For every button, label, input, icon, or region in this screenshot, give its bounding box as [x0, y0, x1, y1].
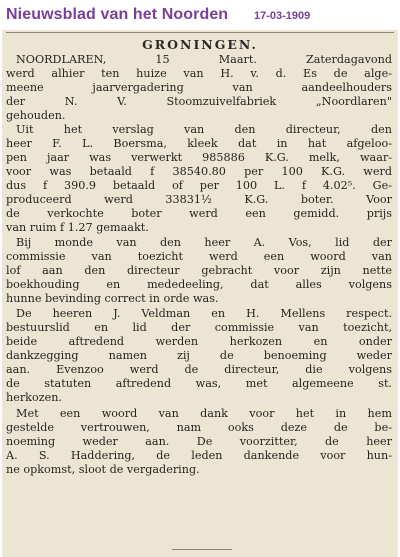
article-line: gestelde vertrouwen, nam ooks deze de be- — [6, 421, 392, 434]
article-line: De heeren J. Veldman en H. Mellens respect. — [16, 307, 392, 320]
newspaper-clipping — [2, 30, 398, 557]
article-line: heer F. L. Boersma, kleek dat in hat afgeloo- — [6, 137, 392, 150]
article-line: herkozen. — [6, 391, 62, 404]
article-line: der N. V. Stoomzuivelfabriek „Noordlaren" — [6, 95, 392, 108]
article-line: boekhouding en mededeeling, dat alles volgens — [6, 278, 392, 291]
article-line: pen jaar was verwerkt 985886 K.G. melk, waar- — [6, 151, 392, 164]
publication-date: 17-03-1909 — [254, 10, 311, 22]
article-line: de verkochte boter werd een gemidd. prijs — [6, 207, 392, 220]
masthead — [0, 0, 400, 30]
article-line: de statuten aftredend was, met algemeene st. — [6, 377, 392, 390]
article-line: hunne bevinding correct in orde was. — [6, 292, 219, 305]
article-line: voor was betaald f 38540.80 per 100 K.G. werd — [6, 165, 392, 178]
article-line: dankzegging namen zij de benoeming weder — [6, 349, 392, 362]
article-line: meene jaarvergadering van aandeelhouders — [6, 81, 392, 94]
article-line: NOORDLAREN, 15 Maart. Zaterdagavond — [16, 53, 392, 66]
end-rule — [172, 549, 232, 550]
newspaper-title: Nieuwsblad van het Noorden — [6, 6, 229, 23]
article-line: produceerd werd 33831½ K.G. boter. Voor — [6, 193, 392, 206]
article-line: commissie van toezicht werd een woord van — [6, 250, 392, 263]
article-line: Met een woord van dank voor het in hem — [16, 407, 392, 420]
article-line: beide aftredend werden herkozen en onder — [6, 335, 392, 348]
article-line: aan. Evenzoo werd de directeur, die volgens — [6, 363, 392, 376]
article-line: Bij monde van den heer A. Vos, lid der — [16, 236, 392, 249]
article-line: A. S. Haddering, de leden dankende voor hun- — [6, 449, 392, 462]
article-line: Uit het verslag van den directeur, den — [16, 123, 392, 136]
article-heading: GRONINGEN. — [142, 37, 258, 52]
article-line: werd alhier ten huize van H. v. d. Es de alge- — [6, 67, 392, 80]
article-line: bestuurslid en lid der commissie van toezicht, — [6, 321, 392, 334]
article-line: ne opkomst, sloot de vergadering. — [6, 463, 200, 476]
article-line: noeming weder aan. De voorzitter, de heer — [6, 435, 392, 448]
article-line: van ruim f 1.27 gemaakt. — [6, 221, 149, 234]
article-line: dus f 390.9 betaald of per 100 L. f 4.02⁵. Ge- — [6, 179, 392, 192]
article-line: gehouden. — [6, 109, 66, 122]
top-rule — [6, 32, 394, 33]
article-line: lof aan den directeur gebracht voor zijn nette — [6, 264, 392, 277]
